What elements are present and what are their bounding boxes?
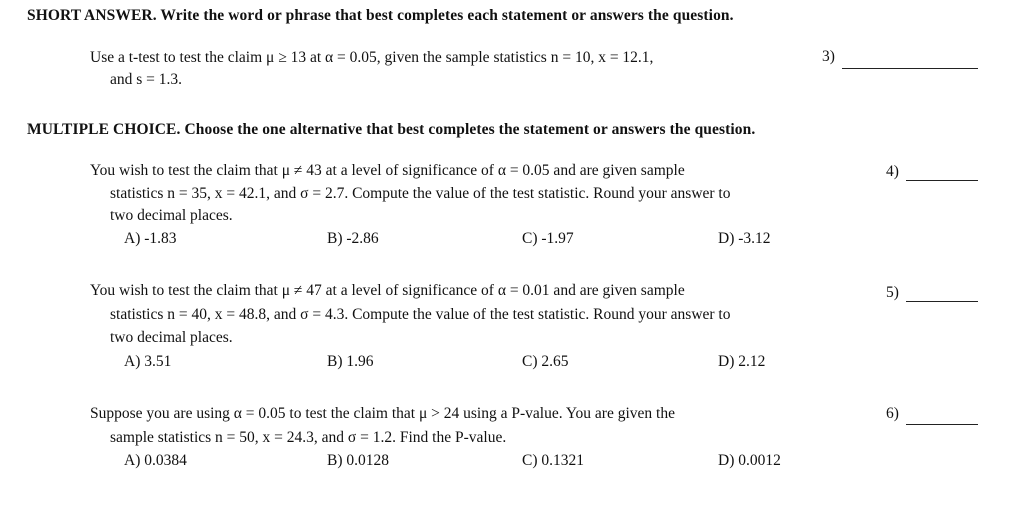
question-4-option-a[interactable]: A) -1.83 [124,230,177,247]
question-6-option-c[interactable]: C) 0.1321 [522,452,584,469]
multiple-choice-heading [27,121,755,139]
question-4-line2: statistics n = 35, x = 42.1, and σ = 2.7. Compute the value of the test statistic. Round your answer to [110,185,731,202]
question-4-line3: two decimal places. [110,207,233,224]
question-6-option-a[interactable]: A) 0.0384 [124,452,187,469]
question-5-line3: two decimal places. [110,329,233,346]
question-6-answer-blank[interactable] [906,424,978,425]
short-answer-title: SHORT ANSWER. [27,7,157,24]
question-4-option-b[interactable]: B) -2.86 [327,230,379,247]
question-3-text-line1: Use a t-test to test the claim μ ≥ 13 at α = 0.05, given the sample statistics n = 10, x = 12.1, [90,49,654,66]
multiple-choice-instruction: Choose the one alternative that best completes the statement or answers the question. [184,121,756,138]
question-5-option-a[interactable]: A) 3.51 [124,353,172,370]
question-3-text-line2: and s = 1.3. [110,71,183,88]
question-6-line1: Suppose you are using α = 0.05 to test the claim that μ > 24 using a P-value. You are given the [90,405,675,422]
question-5-option-b[interactable]: B) 1.96 [327,353,374,370]
multiple-choice-title: MULTIPLE CHOICE. [27,121,181,138]
question-6-option-b[interactable]: B) 0.0128 [327,452,389,469]
question-6-option-d[interactable]: D) 0.0012 [718,452,781,469]
question-3-answer-blank[interactable] [842,68,978,69]
question-4-answer-blank[interactable] [906,180,978,181]
question-5-line2: statistics n = 40, x = 48.8, and σ = 4.3. Compute the value of the test statistic. Round your answer to [110,306,731,323]
question-5-answer-label: 5) [886,284,899,301]
short-answer-instruction: Write the word or phrase that best completes each statement or answers the question. [160,7,734,24]
question-3-line2 [110,68,182,91]
question-5-answer-blank[interactable] [906,301,978,302]
question-4-line1: You wish to test the claim that μ ≠ 43 at a level of significance of α = 0.05 and are given sample [90,162,685,179]
question-4-answer-label: 4) [886,163,899,180]
question-4-option-d[interactable]: D) -3.12 [718,230,771,247]
question-3-line1 [90,46,653,69]
question-5-option-c[interactable]: C) 2.65 [522,353,569,370]
short-answer-heading [27,7,734,25]
question-3-answer-label: 3) [822,48,835,65]
question-5-option-d[interactable]: D) 2.12 [718,353,766,370]
question-5-line1: You wish to test the claim that μ ≠ 47 at a level of significance of α = 0.01 and are given sample [90,282,685,299]
question-6-line2: sample statistics n = 50, x = 24.3, and σ = 1.2. Find the P-value. [110,429,507,446]
question-6-answer-label: 6) [886,405,899,422]
question-4-option-c[interactable]: C) -1.97 [522,230,574,247]
